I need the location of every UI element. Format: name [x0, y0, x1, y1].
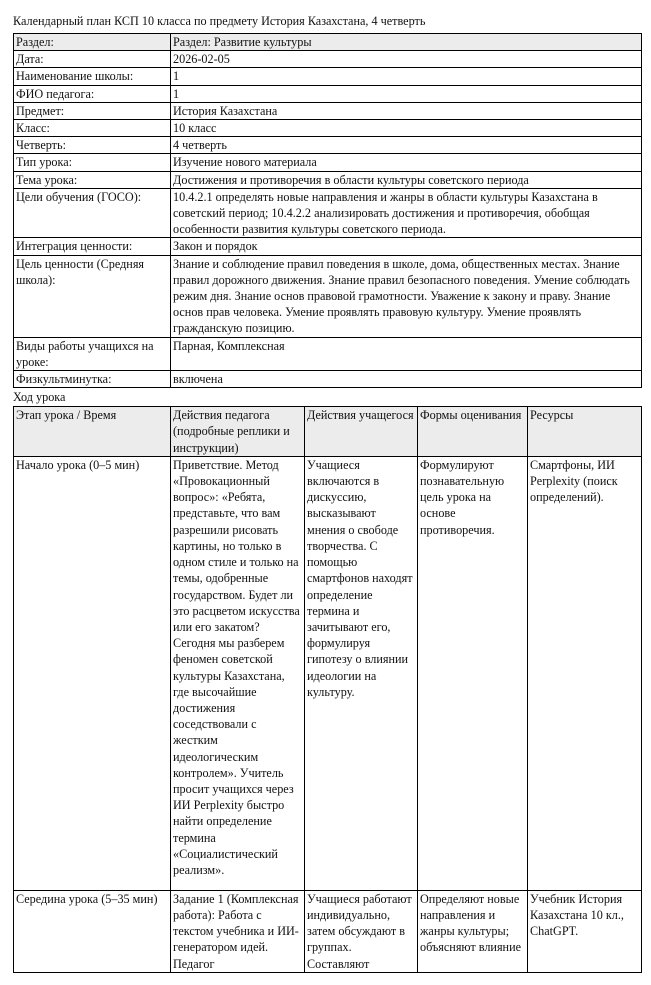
- lesson-progress-heading: Ход урока: [13, 390, 66, 405]
- info-label: Физкультминутка:: [14, 371, 171, 388]
- info-value: Закон и порядок: [171, 238, 642, 255]
- info-label: Интеграция ценности:: [14, 238, 171, 255]
- info-value: 1: [171, 85, 642, 102]
- info-value: 2026-02-05: [171, 51, 642, 68]
- lesson-info-body: [14, 34, 642, 388]
- lesson-progress-body: [14, 456, 642, 972]
- info-row: [14, 102, 642, 119]
- info-value: 4 четверть: [171, 137, 642, 154]
- info-row: [14, 137, 642, 154]
- lesson-info-table: [13, 33, 642, 388]
- info-row: [14, 154, 642, 171]
- info-label: Виды работы учащихся на уроке:: [14, 337, 171, 370]
- info-value: Раздел: Развитие культуры: [171, 34, 642, 51]
- info-row: [14, 371, 642, 388]
- header-student-actions: Действия учащегося: [305, 407, 418, 457]
- info-label: Цель ценности (Средняя школа):: [14, 255, 171, 337]
- info-row: [14, 34, 642, 51]
- info-label: ФИО педагога:: [14, 85, 171, 102]
- info-value: 1: [171, 68, 642, 85]
- info-row: [14, 85, 642, 102]
- document-title: Календарный план КСП 10 класса по предмету История Казахстана, 4 четверть: [13, 14, 426, 28]
- info-value: включена: [171, 371, 642, 388]
- info-row: [14, 171, 642, 188]
- info-label: Класс:: [14, 120, 171, 137]
- resources-cell: Смартфоны, ИИ Perplexity (поиск определений).: [528, 456, 642, 890]
- header-assessment: Формы оценивания: [418, 407, 528, 457]
- teacher-actions-cell: Приветствие. Метод «Провокационный вопрос»: «Ребята, представьте, что вам разрешили рисовать картины, но только в одном стиле и только на темы, одобренные государством. Будет ли это расцветом искусства или его закатом? Сегодня мы разберем феномен советской культуры Казахстана, где высочайшие достижения соседствовали с жестким идеологическим контролем». Учитель просит учащихся через ИИ Perplexity быстро найти определение термина «Социалистический реализм».: [171, 456, 305, 890]
- info-value: Парная, Комплексная: [171, 337, 642, 370]
- student-actions-cell: Учащиеся включаются в дискуссию, высказывают мнения о свободе творчества. С помощью смартфонов находят определение термина и зачитывают его, формулируя гипотезу о влиянии идеологии на культуру.: [305, 456, 418, 890]
- assessment-cell: Формулируют познавательную цель урока на основе противоречия.: [418, 456, 528, 890]
- info-value: 10.4.2.1 определять новые направления и жанры в области культуры Казахстана в советский период; 10.4.2.2 анализировать достижения и противоречия, обобщая особенности развития культуры советского периода.: [171, 188, 642, 238]
- info-value: 10 класс: [171, 120, 642, 137]
- info-value: Достижения и противоречия в области культуры советского периода: [171, 171, 642, 188]
- lesson-stage-cell: Середина урока (5–35 мин): [14, 890, 171, 972]
- info-row: [14, 238, 642, 255]
- student-actions-cell: Учащиеся работают индивидуально, затем обсуждают в группах. Составляют: [305, 890, 418, 972]
- info-label: Четверть:: [14, 137, 171, 154]
- document-page: [13, 11, 641, 973]
- assessment-cell: Определяют новые направления и жанры культуры; объясняют влияние: [418, 890, 528, 972]
- lesson-stage-cell: Начало урока (0–5 мин): [14, 456, 171, 890]
- info-row: [14, 120, 642, 137]
- info-label: Дата:: [14, 51, 171, 68]
- info-label: Наименование школы:: [14, 68, 171, 85]
- info-value: Изучение нового материала: [171, 154, 642, 171]
- info-label: Раздел:: [14, 34, 171, 51]
- info-row: [14, 337, 642, 370]
- lesson-row: [14, 890, 642, 972]
- lesson-progress-table: [13, 406, 642, 973]
- info-label: Предмет:: [14, 102, 171, 119]
- info-label: Цели обучения (ГОСО):: [14, 188, 171, 238]
- info-row: [14, 51, 642, 68]
- info-row: [14, 188, 642, 238]
- lesson-row: [14, 456, 642, 890]
- lesson-table-header-row: [14, 407, 642, 457]
- info-row: [14, 68, 642, 85]
- info-value: История Казахстана: [171, 102, 642, 119]
- header-teacher-actions: Действия педагога (подробные реплики и инструкции): [171, 407, 305, 457]
- info-value: Знание и соблюдение правил поведения в школе, дома, общественных местах. Знание правил дорожного движения. Знание правил безопасного поведения. Умение соблюдать режим дня. Знание основ правовой грамотности. Уважение к закону и праву. Знание основ прав человека. Умение проявлять правовую культуру. Умение проявлять гражданскую позицию.: [171, 255, 642, 337]
- resources-cell: Учебник История Казахстана 10 кл., ChatGPT.: [528, 890, 642, 972]
- info-row: [14, 255, 642, 337]
- info-label: Тип урока:: [14, 154, 171, 171]
- header-stage: Этап урока / Время: [14, 407, 171, 457]
- info-label: Тема урока:: [14, 171, 171, 188]
- header-resources: Ресурсы: [528, 407, 642, 457]
- teacher-actions-cell: Задание 1 (Комплексная работа): Работа с текстом учебника и ИИ-генератором идей. Педагог: [171, 890, 305, 972]
